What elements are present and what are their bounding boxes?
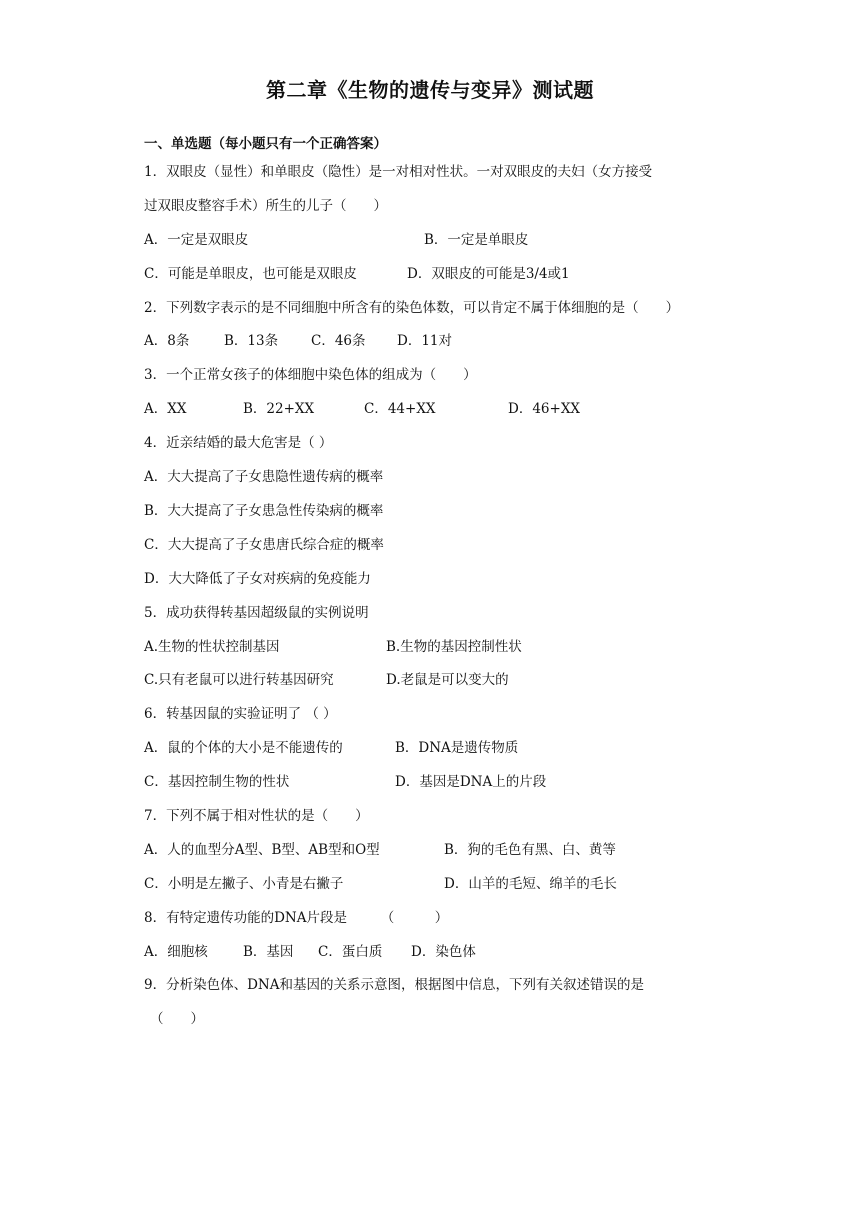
question-6-option-c: C．基因控制生物的性状 [144,774,290,790]
question-1-stem-line-2: 过双眼皮整容手术）所生的儿子（ ） [144,198,387,214]
question-4-option-c: C．大大提高了子女患唐氏综合症的概率 [144,537,384,553]
question-2-option-d: D．11对 [397,333,453,349]
question-7-option-a: A．人的血型分A型、B型、AB型和O型 [144,842,380,858]
question-4-option-a: A．大大提高了子女患隐性遗传病的概率 [144,469,384,485]
question-7-stem: 7．下列不属于相对性状的是（ ） [144,808,369,824]
question-6-option-b: B．DNA是遗传物质 [395,740,519,756]
question-3-option-b: B．22+XX [243,401,315,417]
question-1-option-b: B．一定是单眼皮 [424,232,529,248]
question-8-stem: 8．有特定遗传功能的DNA片段是 （ ） [144,910,449,926]
question-9-stem-line-2: （ ） [150,1011,204,1027]
question-8-option-d: D．染色体 [411,944,476,960]
question-5-option-c: C.只有老鼠可以进行转基因研究 [144,672,334,688]
question-2-option-a: A．8条 [144,333,190,349]
question-2-option-b: B．13条 [224,333,279,349]
question-3-option-a: A．XX [144,401,187,417]
question-5-option-a: A.生物的性状控制基因 [144,639,280,655]
question-9-stem-line-1: 9．分析染色体、DNA和基因的关系示意图，根据图中信息，下列有关叙述错误的是 [144,977,644,993]
question-3-stem: 3．一个正常女孩子的体细胞中染色体的组成为（ ） [144,367,477,383]
question-8-option-b: B．基因 [243,944,294,960]
question-6-stem: 6．转基因鼠的实验证明了 （ ） [144,706,337,722]
question-7-option-d: D．山羊的毛短、绵羊的毛长 [444,876,617,892]
question-4-option-b: B．大大提高了子女患急性传染病的概率 [144,503,384,519]
question-3-option-d: D．46+XX [508,401,581,417]
page-title: 第二章《生物的遗传与变异》测试题 [266,78,594,102]
question-1-stem-line-1: 1．双眼皮（显性）和单眼皮（隐性）是一对相对性状。一对双眼皮的夫妇（女方接受 [144,164,653,180]
question-8-option-c: C．蛋白质 [318,944,383,960]
question-5-stem: 5．成功获得转基因超级鼠的实例说明 [144,605,369,621]
question-6-option-a: A．鼠的个体的大小是不能遗传的 [144,740,343,756]
question-1-option-c: C．可能是单眼皮，也可能是双眼皮 [144,266,357,282]
question-4-option-d: D．大大降低了子女对疾病的免疫能力 [144,571,371,587]
question-7-option-c: C．小明是左撇子、小青是右撇子 [144,876,344,892]
section-heading: 一、单选题（每小题只有一个正确答案） [144,136,387,152]
question-4-stem: 4．近亲结婚的最大危害是（ ） [144,435,333,451]
question-5-option-b: B.生物的基因控制性状 [386,639,522,655]
question-2-option-c: C．46条 [311,333,366,349]
question-3-option-c: C．44+XX [364,401,436,417]
question-2-stem: 2．下列数字表示的是不同细胞中所含有的染色体数，可以肯定不属于体细胞的是（ ） [144,300,680,316]
question-5-option-d: D.老鼠是可以变大的 [386,672,509,688]
question-6-option-d: D．基因是DNA上的片段 [395,774,547,790]
question-1-option-a: A．一定是双眼皮 [144,232,249,248]
question-1-option-d: D．双眼皮的可能是3/4或1 [407,266,570,282]
question-7-option-b: B．狗的毛色有黑、白、黄等 [444,842,616,858]
question-8-option-a: A．细胞核 [144,944,208,960]
